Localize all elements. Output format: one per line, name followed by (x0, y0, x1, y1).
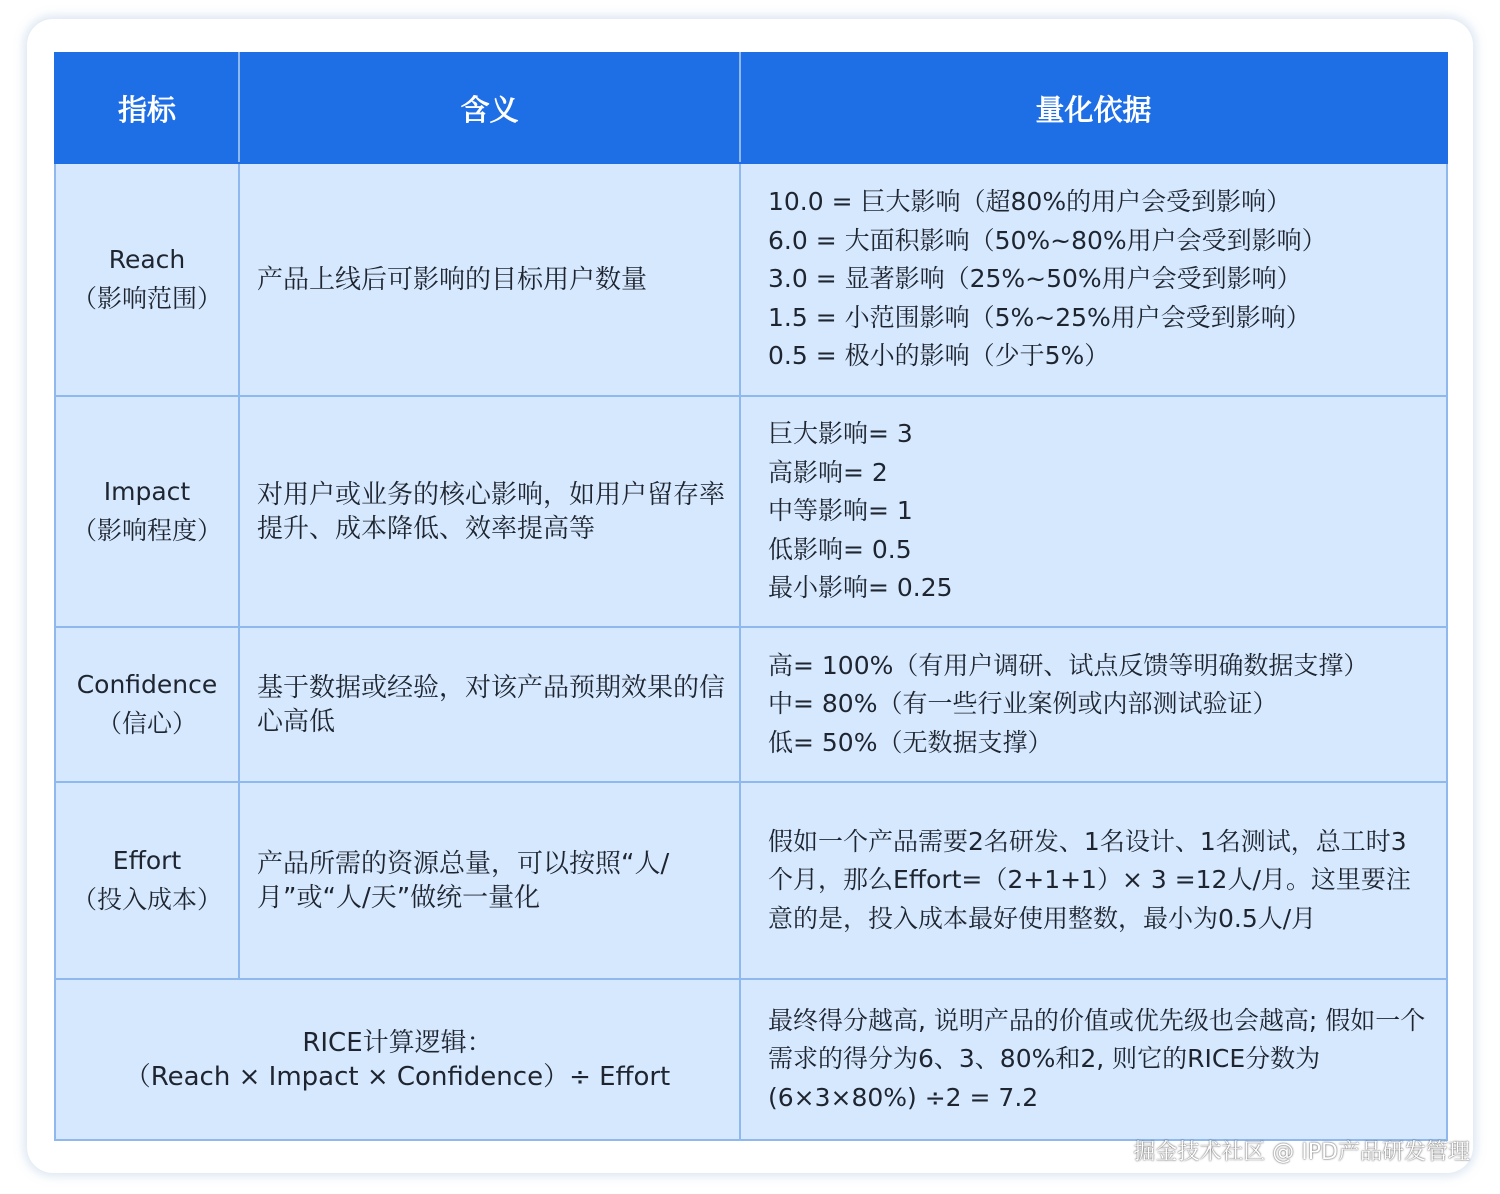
metric-name-en: Reach (108, 245, 186, 274)
header-row (55, 53, 1447, 163)
formula-explanation-cell (740, 979, 1447, 1140)
header-meaning: 含义 (239, 53, 740, 163)
basis-line: 高= 100%（有用户调研、试点反馈等明确数据支撑） (768, 650, 1369, 680)
meaning-cell: 对用户或业务的核心影响，如用户留存率提升、成本降低、效率提高等 (239, 396, 740, 627)
basis-line: 1.5 = 小范围影响（5%~25%用户会受到影响） (768, 302, 1311, 332)
table-row-reach (55, 163, 1447, 396)
meaning-cell: 产品所需的资源总量，可以按照“人/月”或“人/天”做统一量化 (239, 782, 740, 979)
formula-expression: （Reach × Impact × Confidence）÷ Effort (124, 1061, 671, 1092)
basis-line: 低影响= 0.5 (768, 534, 912, 564)
table-row-formula (55, 979, 1447, 1140)
basis-cell (740, 396, 1447, 627)
basis-line: 高影响= 2 (768, 457, 888, 487)
metric-name-cn: （信心） (96, 708, 197, 738)
rice-table (54, 52, 1448, 1141)
table-row-effort (55, 782, 1447, 979)
table-row-impact (55, 396, 1447, 627)
basis-line: 6.0 = 大面积影响（50%~80%用户会受到影响） (768, 225, 1327, 255)
metric-cell (55, 163, 239, 396)
basis-line: 最小影响= 0.25 (768, 573, 953, 603)
basis-line: 0.5 = 极小的影响（少于5%） (768, 341, 1110, 371)
metric-name-cn: （影响范围） (71, 283, 222, 313)
basis-cell (740, 163, 1447, 396)
basis-cell (740, 627, 1447, 782)
header-basis: 量化依据 (740, 53, 1447, 163)
basis-line: 中等影响= 1 (768, 496, 913, 526)
watermark: 掘金技术社区 @ IPD产品研发管理 (1133, 1140, 1470, 1165)
basis-line: 低= 50%（无数据支撑） (768, 727, 1053, 757)
metric-cell (55, 396, 239, 627)
basis-line: 巨大影响= 3 (768, 419, 913, 449)
metric-name-en: Impact (103, 477, 191, 506)
metric-name-cn: （影响程度） (71, 515, 222, 545)
basis-cell (740, 782, 1447, 979)
metric-name-en: Effort (112, 846, 182, 875)
metric-cell (55, 782, 239, 979)
metric-name-cn: （投入成本） (71, 884, 222, 914)
table-row-confidence (55, 627, 1447, 782)
metric-name-en: Confidence (76, 670, 218, 699)
formula-cell (55, 979, 740, 1140)
meaning-cell: 基于数据或经验，对该产品预期效果的信心高低 (239, 627, 740, 782)
header-metric: 指标 (55, 53, 239, 163)
formula-title: RICE计算逻辑： (302, 1027, 493, 1058)
formula-explanation: 最终得分越高, 说明产品的价值或优先级也会越高; 假如一个需求的得分为6、3、80%和2, 则它的RICE分数为 (6×3×80%) ÷2 = 7.2 (768, 1005, 1426, 1112)
meaning-cell: 产品上线后可影响的目标用户数量 (239, 163, 740, 396)
basis-line: 3.0 = 显著影响（25%~50%用户会受到影响） (768, 264, 1302, 294)
basis-line: 中= 80%（有一些行业案例或内部测试验证） (768, 689, 1278, 719)
basis-line: 10.0 = 巨大影响（超80%的用户会受到影响） (768, 187, 1292, 217)
metric-cell (55, 627, 239, 782)
basis-line: 假如一个产品需要2名研发、1名设计、1名测试，总工时3个月，那么Effort=（2+1+1）× 3 =12人/月。这里要注意的是，投入成本最好使用整数，最小为0.5人/月 (768, 826, 1411, 933)
